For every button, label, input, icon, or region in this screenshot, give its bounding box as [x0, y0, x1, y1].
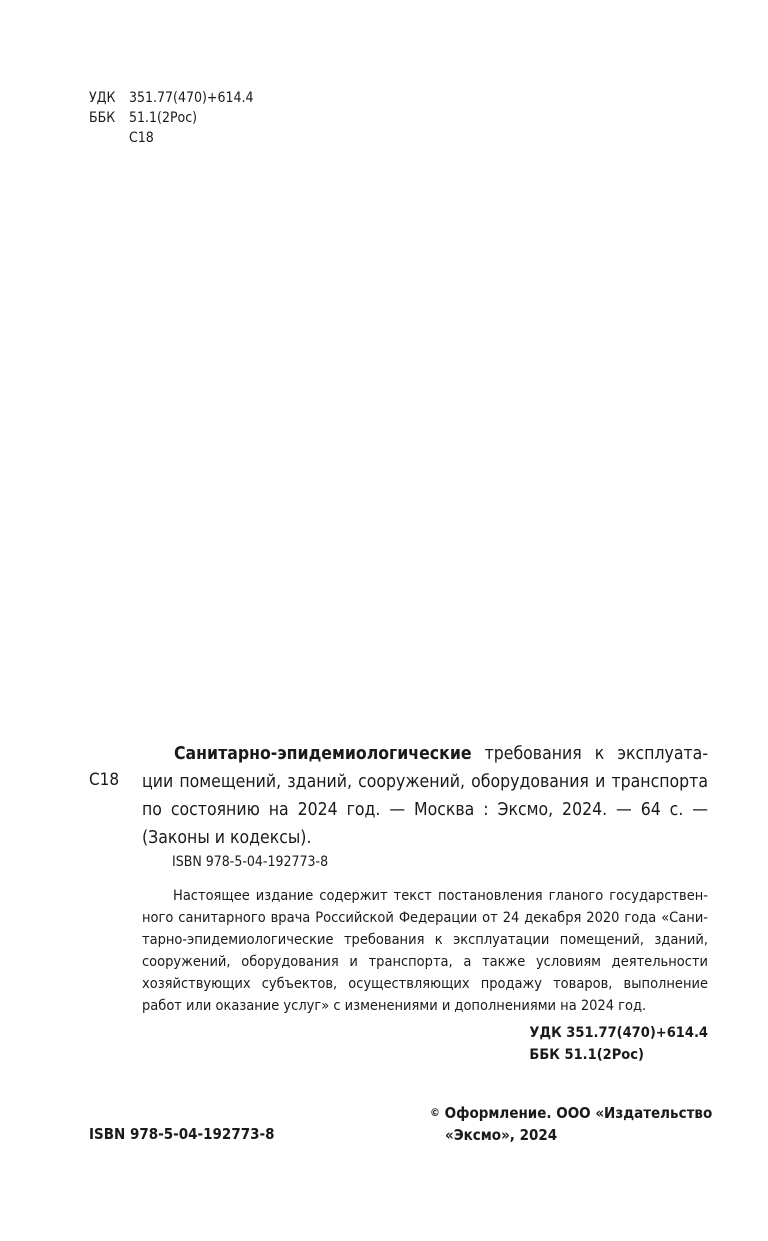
isbn-entry: ISBN 978-5-04-192773-8 [172, 854, 329, 870]
bib-line-1 [142, 740, 708, 768]
bib-line-2: ции помещений, зданий, сооружений, оборудования и транспорта [142, 772, 708, 792]
bib-line-4: (Законы и кодексы). [142, 828, 312, 848]
bbk-bottom: ББК 51.1(2Рос) [529, 1047, 644, 1063]
bbk-label: ББК [89, 110, 116, 126]
book-title: Санитарно-эпидемиологические [174, 744, 472, 764]
isbn-footer: ISBN 978-5-04-192773-8 [89, 1125, 275, 1143]
udk-row [89, 88, 254, 108]
annotation-line: Настоящее издание содержит текст постановления гланого государствен- [173, 888, 708, 904]
author-mark-row [89, 128, 154, 148]
annotation-line: работ или оказание услуг» с изменениями и дополнениями на 2024 год. [142, 998, 647, 1014]
udk-label: УДК [89, 90, 116, 106]
annotation-line: тарно-эпидемиологические требования к эксплуатации помещений, зданий, [142, 932, 708, 948]
author-mark-top: С18 [129, 130, 154, 146]
bib-line-1-rest: требования к эксплуата- [484, 744, 709, 764]
copyright-icon: © [430, 1106, 440, 1119]
copyright-block [430, 1102, 712, 1146]
bib-line-3: по состоянию на 2024 год. — Москва : Эксмо, 2024. — 64 с. — [142, 800, 708, 820]
copyright-line-2: «Эксмо», 2024 [445, 1126, 558, 1144]
author-mark: С18 [89, 770, 120, 790]
annotation-line: ного санитарного врача Российской Федерации от 24 декабря 2020 года «Сани- [142, 910, 708, 926]
annotation-line: хозяйствующих субъектов, осуществляющих продажу товаров, выполнение [142, 976, 708, 992]
annotation-line: сооружений, оборудования и транспорта, а также условиям деятельности [142, 954, 708, 970]
udk-bottom: УДК 351.77(470)+614.4 [529, 1025, 708, 1041]
bibliographic-entry [142, 740, 708, 852]
copyright-line-1: Оформление. ООО «Издательство [444, 1104, 713, 1122]
classification-bottom [529, 1022, 708, 1066]
bbk-row [89, 108, 197, 128]
udk-value: 351.77(470)+614.4 [129, 90, 254, 106]
annotation [142, 885, 708, 1017]
bbk-value: 51.1(2Рос) [129, 110, 198, 126]
